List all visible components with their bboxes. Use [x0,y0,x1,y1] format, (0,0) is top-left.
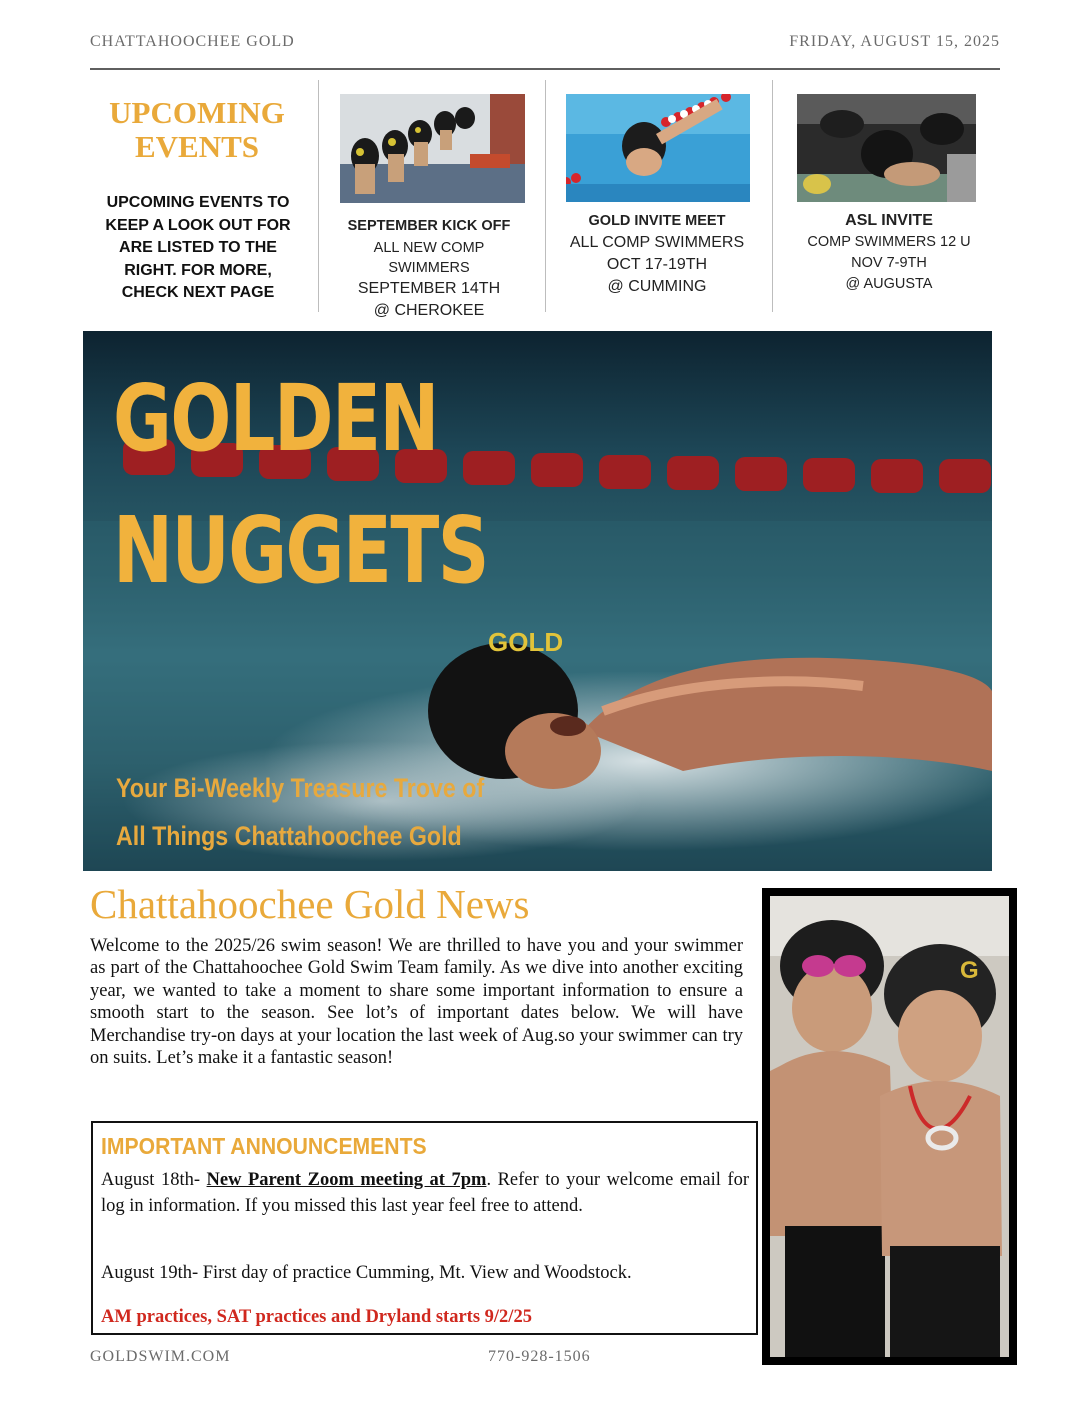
announcement-zoom-date: August 18th- [101,1170,207,1190]
newsletter-title [113,353,488,617]
column-divider [772,80,773,312]
column-divider [545,80,546,312]
newsletter-title-line1: GOLDEN [113,365,438,472]
upcoming-events-heading [92,96,302,164]
publication-name: CHATTAHOOCHEE GOLD [90,33,295,50]
event-asl-invite-line3: @ AUGUSTA [845,276,933,292]
event-gold-invite-line2: OCT 17-19TH [606,256,708,273]
event-asl-invite [777,212,1001,295]
announcement-zoom [101,1167,749,1219]
upcoming-events-heading-line2: EVENTS [134,129,260,164]
event-gold-invite [550,212,764,298]
event-photo-gold-invite [566,94,750,202]
footer-website[interactable]: GOLDSWIM.COM [90,1348,231,1365]
upcoming-events-intro: UPCOMING EVENTS TO KEEP A LOOK OUT FOR ARE LISTED TO THE RIGHT. FOR MORE, CHECK NEXT PAGE [105,194,291,301]
newsletter-title-line2: NUGGETS [113,497,488,604]
event-asl-invite-title: ASL INVITE [845,212,933,229]
column-divider [318,80,319,312]
footer-phone: 770-928-1506 [488,1348,591,1365]
event-kickoff-line1: ALL NEW COMP [373,240,485,256]
announcement-zoom-details: . Refer to your welcome email for log in information. If you missed this last year feel free to attend. [101,1170,750,1216]
event-kickoff [323,217,535,322]
event-kickoff-line2: SWIMMERS [388,260,470,276]
announcement-first-practice: August 19th- First day of practice Cumming, Mt. View and Woodstock. [101,1263,632,1283]
zoom-meeting-link[interactable]: New Parent Zoom meeting at 7pm [206,1170,487,1190]
event-gold-invite-line1: ALL COMP SWIMMERS [569,234,745,251]
hero-cap-text: GOLD [488,627,564,657]
event-kickoff-line3: SEPTEMBER 14TH [357,280,501,297]
header-rule [90,68,1000,70]
tagline-line2: All Things Chattahoochee Gold [116,821,462,851]
event-kickoff-line4: @ CHEROKEE [373,302,485,319]
event-kickoff-title: SEPTEMBER KICK OFF [347,218,511,234]
announcements-heading: IMPORTANT ANNOUNCEMENTS [101,1133,427,1159]
announcements-box [91,1121,758,1335]
issue-date: FRIDAY, AUGUST 15, 2025 [789,33,1000,50]
event-asl-invite-line1: COMP SWIMMERS 12 U [807,234,971,250]
event-photo-kickoff [340,94,525,203]
event-gold-invite-line3: @ CUMMING [607,278,707,295]
event-photo-asl-invite [797,94,976,202]
event-gold-invite-title: GOLD INVITE MEET [588,213,726,229]
tagline-line1: Your Bi-Weekly Treasure Trove of [116,773,485,803]
svg-text:G: G [960,957,979,984]
event-asl-invite-line2: NOV 7-9TH [851,255,927,271]
swimmers-photo-frame [762,888,1017,1365]
news-heading: Chattahoochee Gold News [90,881,530,927]
announcement-am-practices: AM practices, SAT practices and Dryland starts 9/2/25 [101,1307,532,1327]
hero-banner [83,331,992,871]
news-body: Welcome to the 2025/26 swim season! We are thrilled to have you and your swimmer as part of the Chattahoochee Gold Swim Team family. As we dive into another exciting year, we wanted to take a moment to share some important information to ensure a smooth start to the season. See lot’s of important dates below. We will have Merchandise try-on days at your location the last week of Aug.so your swimmer can try on suits. Let’s make it a fantastic season! [90,936,743,1069]
upcoming-events-heading-line1: UPCOMING [109,95,285,130]
swimmers-photo [770,896,1009,1357]
